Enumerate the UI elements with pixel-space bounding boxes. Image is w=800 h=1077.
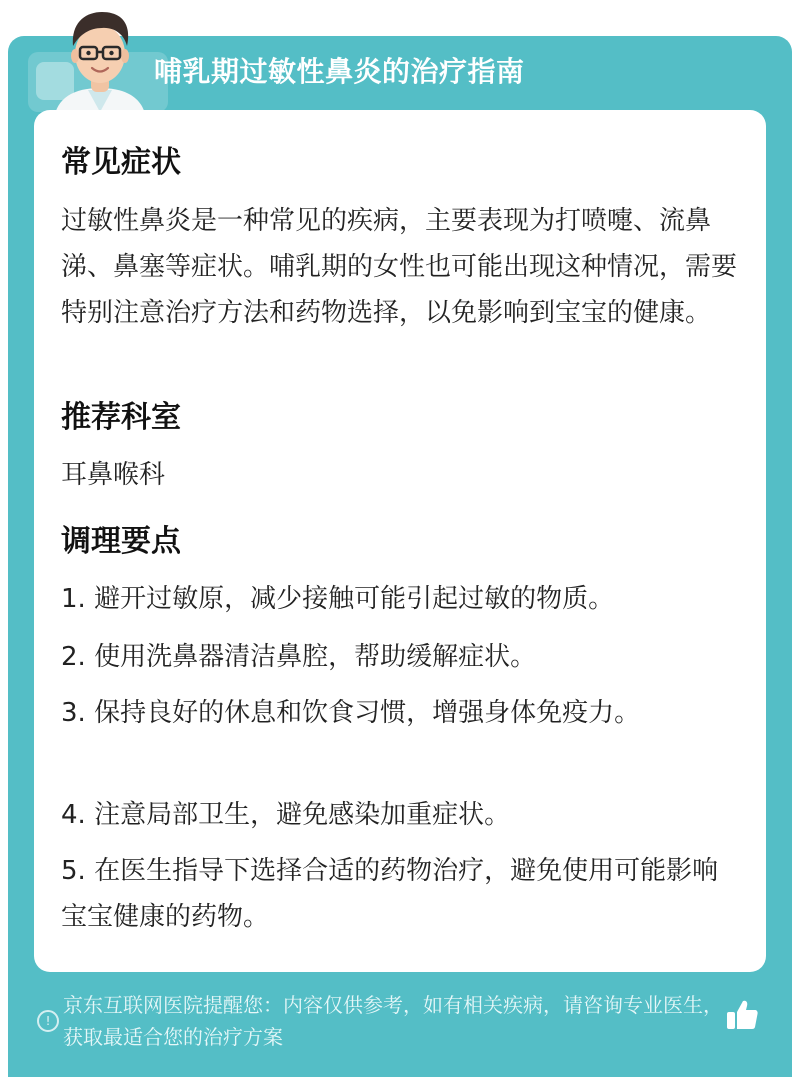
doctor-avatar <box>40 0 160 120</box>
care-item: 2. 使用洗鼻器清洁鼻腔，帮助缓解症状。 <box>61 642 537 672</box>
footer <box>0 985 800 1077</box>
thumbs-up-icon[interactable] <box>724 997 760 1033</box>
department-heading: 推荐科室 <box>61 400 181 435</box>
symptoms-text: 过敏性鼻炎是一种常见的疾病，主要表现为打喷嚏、流鼻涕、鼻塞等症状。哺乳期的女性也可能出现这种情况，需要特别注意治疗方法和药物选择，以免影响到宝宝的健康。 <box>61 206 738 328</box>
info-circle-icon: ! <box>37 1010 59 1032</box>
care-heading: 调理要点 <box>61 524 181 559</box>
content-card <box>34 110 766 972</box>
care-item: 5. 在医生指导下选择合适的药物治疗，避免使用可能影响宝宝健康的药物。 <box>61 856 719 932</box>
department-text: 耳鼻喉科 <box>61 460 166 490</box>
care-item: 4. 注意局部卫生，避免感染加重症状。 <box>61 800 511 830</box>
disclaimer-text: 京东互联网医院提醒您：内容仅供参考，如有相关疾病，请咨询专业医生，获取最适合您的治疗方案 <box>63 993 723 1049</box>
care-item: 3. 保持良好的休息和饮食习惯，增强身体免疫力。 <box>61 698 641 728</box>
care-item: 1. 避开过敏原，减少接触可能引起过敏的物质。 <box>61 584 615 614</box>
symptoms-heading: 常见症状 <box>61 145 181 180</box>
page-title: 哺乳期过敏性鼻炎的治疗指南 <box>154 55 525 88</box>
